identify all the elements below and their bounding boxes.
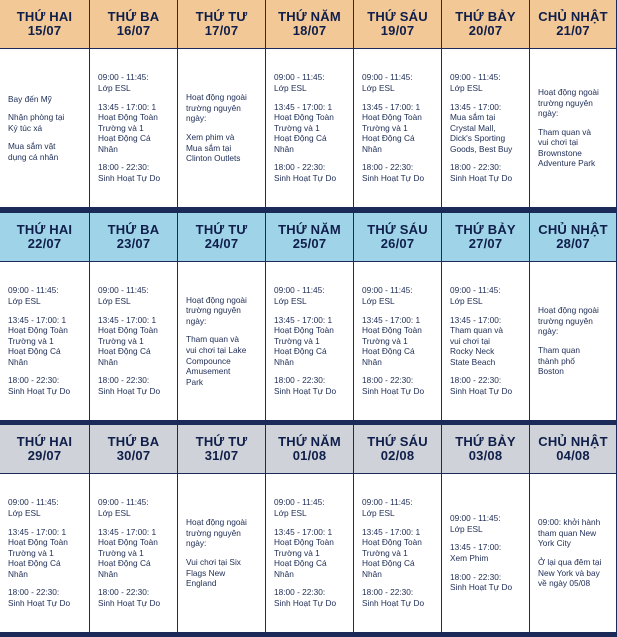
activity-item: Bay đến Mỹ — [8, 93, 52, 104]
day-column — [266, 213, 353, 420]
day-column — [354, 213, 441, 420]
activity-item: 09:00 - 11:45: Lớp ESL — [362, 72, 413, 93]
day-column — [90, 213, 177, 420]
day-of-week: THỨ BA — [107, 222, 160, 237]
day-activities — [442, 474, 529, 632]
activity-item: 18:00 - 22:30: Sinh Hoạt Tự Do — [450, 375, 513, 397]
day-column — [530, 213, 616, 420]
day-activities — [530, 49, 616, 207]
day-column — [442, 425, 529, 632]
activity-item: 13:45 - 17:00: 1 Hoạt Động Toàn Trường và 1 Hoạt Động Cá Nhân — [274, 101, 334, 154]
day-of-week: CHỦ NHẬT — [538, 222, 608, 237]
activity-item: 09:00: khởi hành tham quan New York City — [538, 517, 601, 549]
day-date: 19/07 — [380, 23, 415, 38]
day-date: 04/08 — [556, 448, 590, 463]
day-activities — [530, 262, 616, 420]
activity-item: 18:00 - 22:30: Sinh Hoạt Tự Do — [450, 571, 513, 593]
activity-item: 13:45 - 17:00: 1 Hoạt Động Toàn Trường và 1 Hoạt Động Cá Nhân — [274, 526, 334, 579]
day-header — [266, 0, 353, 48]
day-date: 20/07 — [468, 23, 503, 38]
day-header — [442, 213, 529, 261]
day-date: 22/07 — [27, 236, 62, 251]
activity-item: 18:00 - 22:30: Sinh Hoạt Tự Do — [362, 587, 425, 609]
day-header — [178, 213, 265, 261]
activity-item: 13:45 - 17:00: 1 Hoạt Động Toàn Trường và 1 Hoạt Động Cá Nhân — [362, 101, 422, 154]
day-header — [530, 425, 616, 473]
activity-item: 09:00 - 11:45: Lớp ESL — [362, 285, 413, 306]
day-activities — [266, 474, 353, 632]
activity-item: 18:00 - 22:30: Sinh Hoạt Tự Do — [274, 375, 337, 397]
day-header — [354, 425, 441, 473]
day-column — [0, 0, 89, 207]
activity-item: Tham quan và vui chơi tại Lake Compounce Amusement Park — [186, 334, 247, 387]
activity-item: 09:00 - 11:45: Lớp ESL — [8, 497, 59, 518]
day-header — [178, 0, 265, 48]
day-activities — [90, 262, 177, 420]
day-column — [178, 213, 265, 420]
day-of-week: THỨ BẢY — [455, 9, 516, 24]
activity-item: 13:45 - 17:00: Mua sắm tại Crystal Mall, Dick's Sporting Goods, Best Buy — [450, 101, 513, 154]
day-header — [266, 425, 353, 473]
activity-item: 09:00 - 11:45: Lớp ESL — [450, 285, 501, 306]
day-activities — [0, 474, 89, 632]
day-of-week: THỨ HAI — [16, 9, 73, 24]
day-date: 29/07 — [27, 448, 62, 463]
day-date: 30/07 — [116, 448, 151, 463]
activity-item: 13:45 - 17:00: 1 Hoạt Động Toàn Trường và 1 Hoạt Động Cá Nhân — [8, 526, 68, 579]
day-date: 17/07 — [204, 23, 239, 38]
activity-item: 13:45 - 17:00: 1 Hoạt Động Toàn Trường và 1 Hoạt Động Cá Nhân — [362, 526, 422, 579]
day-activities — [266, 49, 353, 207]
day-activities — [178, 474, 265, 632]
day-date: 31/07 — [204, 448, 239, 463]
day-of-week: THỨ NĂM — [278, 9, 341, 24]
day-activities — [354, 262, 441, 420]
activity-item: Tham quan thành phố Boston — [538, 345, 580, 377]
activity-item: 18:00 - 22:30: Sinh Hoạt Tự Do — [274, 162, 337, 184]
week-3 — [0, 425, 617, 632]
day-date: 28/07 — [556, 236, 590, 251]
activity-item: Hoạt động ngoài trường nguyên ngày: — [186, 294, 247, 326]
day-date: 01/08 — [292, 448, 327, 463]
day-activities — [354, 49, 441, 207]
day-of-week: CHỦ NHẬT — [538, 9, 608, 24]
day-of-week: THỨ TƯ — [195, 434, 248, 449]
day-of-week: THỨ HAI — [16, 434, 73, 449]
activity-item: 18:00 - 22:30: Sinh Hoạt Tự Do — [98, 375, 161, 397]
week-1 — [0, 0, 617, 207]
day-header — [90, 213, 177, 261]
activity-item: Tham quan và vui chơi tại Brownstone Adventure Park — [538, 126, 596, 169]
day-date: 15/07 — [27, 23, 62, 38]
day-header — [530, 213, 616, 261]
day-of-week: THỨ BA — [107, 9, 160, 24]
activity-item: 09:00 - 11:45: Lớp ESL — [274, 72, 325, 93]
activity-item: 13:45 - 17:00: 1 Hoạt Động Toàn Trường và 1 Hoạt Động Cá Nhân — [98, 526, 158, 579]
day-date: 26/07 — [380, 236, 415, 251]
day-of-week: THỨ TƯ — [195, 9, 248, 24]
day-column — [442, 0, 529, 207]
day-of-week: THỨ HAI — [16, 222, 73, 237]
activity-item: Hoạt động ngoài trường nguyên ngày: — [186, 92, 247, 124]
activity-item: 18:00 - 22:30: Sinh Hoạt Tự Do — [362, 375, 425, 397]
day-date: 16/07 — [116, 23, 151, 38]
activity-item: 18:00 - 22:30: Sinh Hoạt Tự Do — [98, 162, 161, 184]
day-column — [266, 0, 353, 207]
day-date: 18/07 — [292, 23, 327, 38]
day-of-week: THỨ SÁU — [367, 9, 428, 24]
day-column — [442, 213, 529, 420]
week-2 — [0, 213, 617, 420]
activity-item: 18:00 - 22:30: Sinh Hoạt Tự Do — [8, 587, 71, 609]
day-activities — [178, 49, 265, 207]
day-of-week: THỨ BA — [107, 434, 160, 449]
activity-item: Ở lại qua đêm tại New York và bay về ngày 05/08 — [538, 557, 602, 589]
activity-item: 18:00 - 22:30: Sinh Hoạt Tự Do — [450, 162, 513, 184]
activity-item: 09:00 - 11:45: Lớp ESL — [450, 513, 501, 534]
activity-item: 09:00 - 11:45: Lớp ESL — [98, 497, 149, 518]
day-activities — [442, 262, 529, 420]
day-header — [354, 213, 441, 261]
day-of-week: THỨ BẢY — [455, 434, 516, 449]
activity-item: 13:45 - 17:00: Xem Phim — [450, 542, 502, 563]
day-header — [442, 425, 529, 473]
activity-item: 18:00 - 22:30: Sinh Hoạt Tự Do — [274, 587, 337, 609]
activity-item: 13:45 - 17:00: 1 Hoạt Động Toàn Trường và 1 Hoạt Động Cá Nhân — [8, 314, 68, 367]
day-header — [0, 213, 89, 261]
activity-item: 09:00 - 11:45: Lớp ESL — [450, 72, 501, 93]
activity-item: 13:45 - 17:00: 1 Hoạt Động Toàn Trường và 1 Hoạt Động Cá Nhân — [362, 314, 422, 367]
day-column — [90, 425, 177, 632]
day-column — [0, 213, 89, 420]
day-column — [354, 425, 441, 632]
day-header — [266, 213, 353, 261]
day-header — [530, 0, 616, 48]
day-of-week: THỨ BẢY — [455, 222, 516, 237]
day-of-week: THỨ SÁU — [367, 222, 428, 237]
day-header — [0, 425, 89, 473]
activity-item: Nhận phòng tại Ký túc xá — [8, 112, 65, 133]
day-column — [178, 0, 265, 207]
activity-item: Hoạt động ngoài trường nguyên ngày: — [538, 86, 599, 119]
day-of-week: THỨ SÁU — [367, 434, 428, 449]
activity-item: 13:45 - 17:00: 1 Hoạt Động Toàn Trường và 1 Hoạt Động Cá Nhân — [98, 314, 158, 367]
activity-item: 18:00 - 22:30: Sinh Hoạt Tự Do — [362, 162, 425, 184]
day-date: 21/07 — [556, 23, 590, 38]
day-date: 03/08 — [468, 448, 503, 463]
day-header — [90, 0, 177, 48]
day-column — [0, 425, 89, 632]
day-header — [178, 425, 265, 473]
day-activities — [266, 262, 353, 420]
activity-item: 18:00 - 22:30: Sinh Hoạt Tự Do — [98, 587, 161, 609]
day-column — [266, 425, 353, 632]
day-header — [442, 0, 529, 48]
activity-item: 09:00 - 11:45: Lớp ESL — [274, 285, 325, 306]
activity-item: Hoạt động ngoài trường nguyên ngày: — [538, 305, 599, 337]
day-column — [178, 425, 265, 632]
day-of-week: THỨ NĂM — [278, 222, 341, 237]
day-of-week: CHỦ NHẬT — [538, 434, 608, 449]
day-column — [354, 0, 441, 207]
activity-item: 13:45 - 17:00: Tham quan và vui chơi tại Rocky Neck State Beach — [450, 314, 504, 367]
activity-item: 18:00 - 22:30: Sinh Hoạt Tự Do — [8, 375, 71, 397]
day-activities — [442, 49, 529, 207]
activity-item: 09:00 - 11:45: Lớp ESL — [98, 285, 149, 306]
day-activities — [90, 49, 177, 207]
activity-item: Mua sắm vật dụng cá nhân — [8, 141, 59, 162]
activity-item: Hoạt động ngoài trường nguyên ngày: — [186, 517, 247, 549]
day-activities — [0, 49, 89, 207]
day-column — [530, 425, 616, 632]
day-header — [90, 425, 177, 473]
activity-item: 13:45 - 17:00: 1 Hoạt Động Toàn Trường và 1 Hoạt Động Cá Nhân — [274, 314, 334, 367]
day-column — [530, 0, 616, 207]
activity-item: 09:00 - 11:45: Lớp ESL — [274, 497, 325, 518]
day-date: 27/07 — [468, 236, 503, 251]
day-header — [354, 0, 441, 48]
activity-item: Xem phim và Mua sắm tại Clinton Outlets — [186, 132, 241, 164]
activity-item: Vui chơi tại Six Flags New England — [186, 557, 241, 589]
activity-item: 13:45 - 17:00: 1 Hoạt Động Toàn Trường và 1 Hoạt Động Cá Nhân — [98, 101, 158, 154]
day-of-week: THỨ TƯ — [195, 222, 248, 237]
day-date: 23/07 — [116, 236, 151, 251]
day-column — [90, 0, 177, 207]
activity-item: 09:00 - 11:45: Lớp ESL — [362, 497, 413, 518]
day-activities — [354, 474, 441, 632]
day-activities — [530, 474, 616, 632]
day-date: 02/08 — [380, 448, 415, 463]
day-date: 25/07 — [292, 236, 327, 251]
day-date: 24/07 — [204, 236, 239, 251]
day-header — [0, 0, 89, 48]
day-activities — [0, 262, 89, 420]
day-of-week: THỨ NĂM — [278, 434, 341, 449]
day-activities — [90, 474, 177, 632]
day-activities — [178, 262, 265, 420]
activity-item: 09:00 - 11:45: Lớp ESL — [8, 285, 59, 306]
activity-item: 09:00 - 11:45: Lớp ESL — [98, 72, 149, 93]
